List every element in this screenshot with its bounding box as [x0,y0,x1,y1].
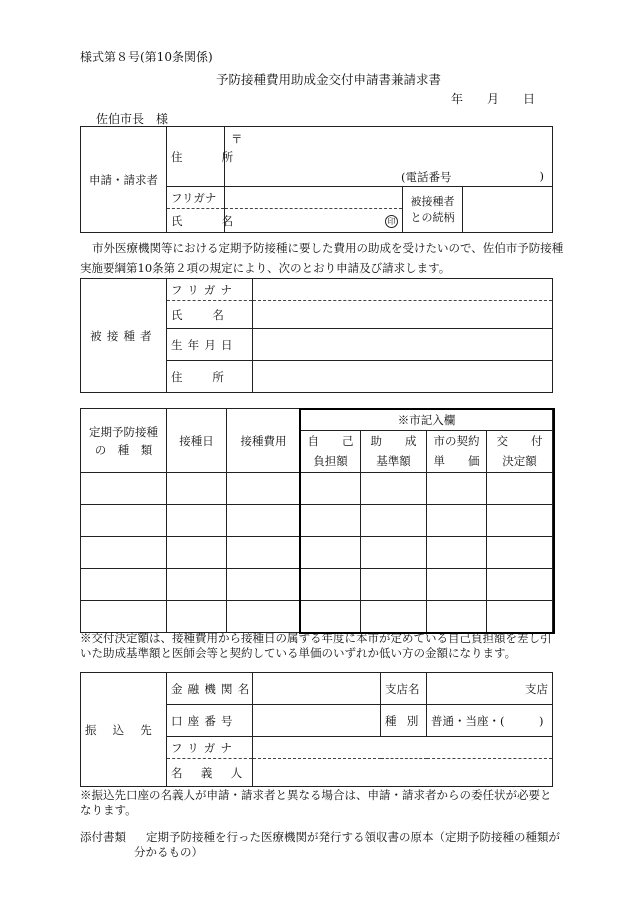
table-cell[interactable] [167,505,227,537]
note-calculation: ※交付決定額は、接種費用から接種日の属する年度に本市が定めている自己負担額を差し引いた助成基準額と医師会等と契約している単価のいずれか低い方の金額になります。 [80,631,552,660]
table-cell[interactable] [361,505,427,537]
attachment-text-1: 定期予防接種を行った医療機関が発行する領収書の原本（定期予防接種の種類が [146,830,560,844]
table-cell[interactable] [301,601,361,633]
col-type-header: 定期予防接種 の 種 類 [81,409,167,473]
phone-close: ) [539,169,544,183]
col-grant-header-1: 交 付 [487,431,553,451]
postal-mark: 〒 [231,132,243,146]
col-self-header-2: 負担額 [301,451,361,473]
col-date-header: 接種日 [167,409,227,473]
table-cell[interactable] [301,505,361,537]
table-cell[interactable] [361,473,427,505]
vaccinee-name-field[interactable] [253,301,553,329]
table-row [81,473,553,505]
relation-field[interactable] [463,187,553,233]
col-contract-header-1: 市の契約 [427,431,487,451]
col-aid-header-1: 助 成 [361,431,427,451]
applicant-furigana-field[interactable] [225,187,403,209]
table-row [81,569,553,601]
table-cell[interactable] [81,473,167,505]
intro-text-1: 市外医療機関等における定期予防接種に要した費用の助成を受けたいので、佐伯市予防接種 [92,241,564,255]
table-cell[interactable] [361,601,427,633]
col-aid-header-2: 基準額 [361,451,427,473]
table-cell[interactable] [301,537,361,569]
table-cell[interactable] [81,601,167,633]
table-cell[interactable] [427,505,487,537]
vaccination-rows [81,473,553,633]
table-cell[interactable] [487,569,553,601]
table-cell[interactable] [167,601,227,633]
table-cell[interactable] [81,569,167,601]
type-field[interactable]: 普通・当座・( ) [427,705,553,737]
date-field[interactable]: 年 月 日 [451,92,536,106]
table-cell[interactable] [427,569,487,601]
holder-field[interactable] [253,759,553,787]
holder-label: 名義人 [167,759,253,787]
col-contract-header-2: 単 価 [427,451,487,473]
table-cell[interactable] [487,505,553,537]
table-cell[interactable] [361,569,427,601]
col-cost-header: 接種費用 [227,409,301,473]
applicant-address-field[interactable] [225,127,553,187]
transfer-section-label: 振込先 [81,673,167,787]
table-cell[interactable] [227,537,301,569]
page-title: 予防接種費用助成金交付申請書兼請求書 [216,72,442,87]
account-field[interactable] [253,705,381,737]
holder-furigana-field[interactable] [253,737,553,759]
branch-field[interactable]: 支店 [427,673,553,705]
attachment-label: 添付書類 [80,830,126,844]
city-use-header: ※市記入欄 [301,409,553,431]
vaccinee-section-label: 被接種者 [81,279,167,393]
applicant-furigana-label: フリガナ [167,187,225,209]
table-cell[interactable] [81,505,167,537]
form-number: 様式第８号(第10条関係) [80,50,213,64]
table-cell[interactable] [227,473,301,505]
table-cell[interactable] [487,473,553,505]
table-row [81,505,553,537]
col-self-header-1: 自 己 [301,431,361,451]
attachment-text-2: 分かるもの） [134,845,203,859]
branch-label: 支店名 [381,673,427,705]
applicant-section-label: 申請・請求者 [81,127,167,233]
addressee: 佐伯市長 様 [96,112,169,126]
vaccinee-address-field[interactable] [253,361,553,393]
applicant-name-label: 氏 名 [167,209,225,233]
phone-label: (電話番号 [401,170,452,184]
note-proxy: ※振込先口座の名義人が申請・請求者と異なる場合は、申請・請求者からの委任状が必要となります。 [80,788,552,817]
seal-icon: 印 [385,215,398,228]
col-grant-header-2: 決定額 [487,451,553,473]
table-cell[interactable] [167,473,227,505]
table-cell[interactable] [167,569,227,601]
vaccinee-furigana-label: フリガナ [167,279,253,301]
table-cell[interactable] [227,601,301,633]
vaccinee-table [80,278,553,393]
vaccination-table [80,408,553,633]
vaccinee-address-label: 住所 [167,361,253,393]
bank-label: 金融機関名 [167,673,253,705]
relation-label: 被接種者 との続柄 [403,187,463,233]
applicant-table [80,126,553,233]
table-cell[interactable] [427,601,487,633]
bank-field[interactable] [253,673,381,705]
table-cell[interactable] [427,473,487,505]
holder-furigana-label: フリガナ [167,737,253,759]
vaccinee-name-label: 氏名 [167,301,253,329]
table-cell[interactable] [81,537,167,569]
table-cell[interactable] [487,601,553,633]
table-cell[interactable] [227,505,301,537]
applicant-name-field[interactable] [225,209,403,233]
table-cell[interactable] [167,537,227,569]
vaccinee-birth-label: 生年月日 [167,329,253,361]
vaccinee-furigana-field[interactable] [253,279,553,301]
table-row [81,537,553,569]
applicant-address-label: 住 所 [167,127,225,187]
account-label: 口座番号 [167,705,253,737]
table-cell[interactable] [227,569,301,601]
type-label: 種別 [381,705,427,737]
vaccinee-birth-field[interactable] [253,329,553,361]
intro-text-2: 実施要綱第10条第２項の規定により、次のとおり申請及び請求します。 [80,261,451,275]
table-cell[interactable] [301,473,361,505]
table-cell[interactable] [427,537,487,569]
table-cell[interactable] [361,537,427,569]
table-cell[interactable] [487,537,553,569]
table-row [81,601,553,633]
transfer-table [80,672,553,787]
table-cell[interactable] [301,569,361,601]
